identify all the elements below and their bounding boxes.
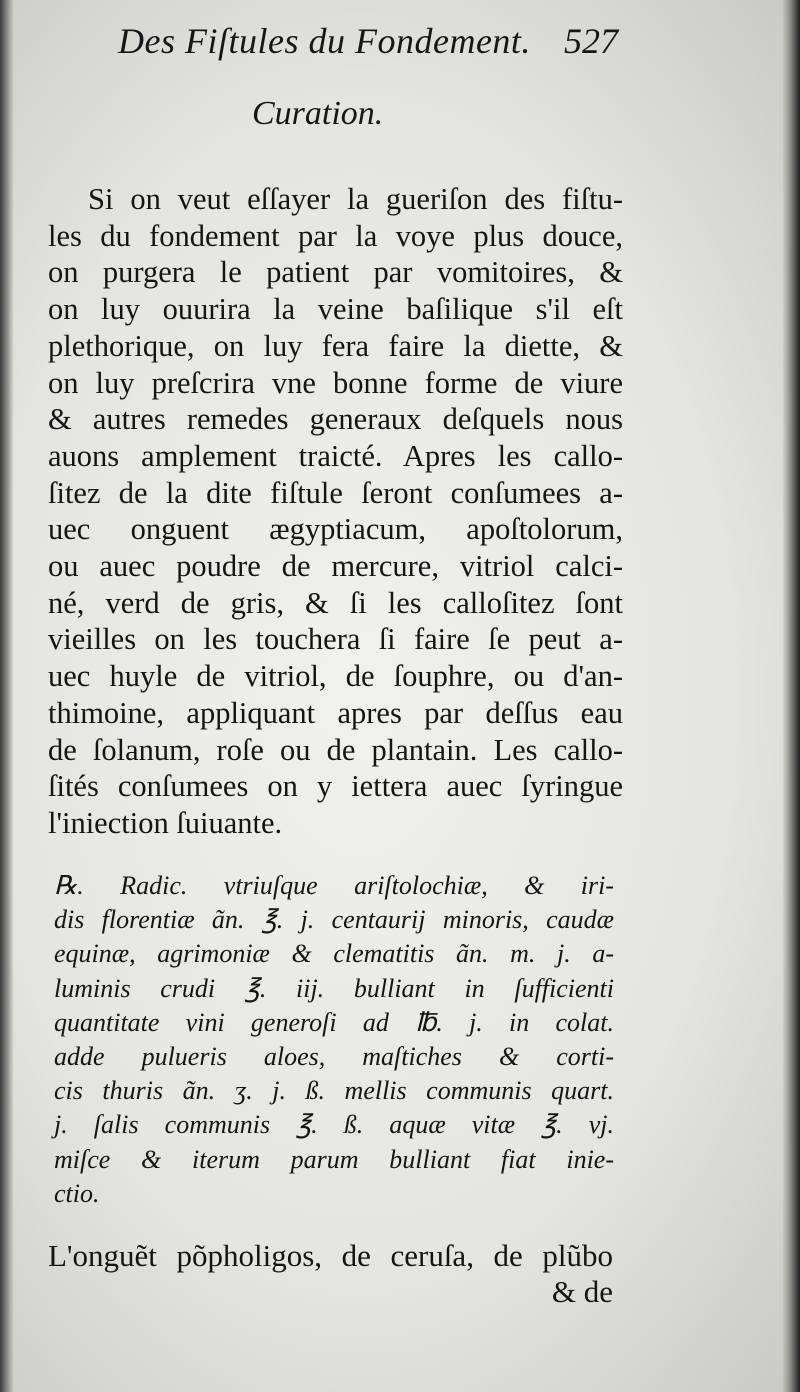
recipe-line: equinæ, agrimoniæ & clematitis ãn. m. j. a-: [54, 939, 614, 969]
paragraph-line: on purgera le patient par vomitoires, &: [48, 255, 623, 290]
paragraph-line: Si on veut eſſayer la gueriſon des fiſtu-: [88, 182, 623, 216]
paragraph-line: auons amplement traicté. Apres les callo-: [48, 438, 623, 473]
paragraph-line: on luy preſcrira vne bonne forme de viure: [48, 365, 623, 400]
section-title: Curation.: [252, 95, 384, 132]
page-number: 527: [564, 21, 618, 61]
paragraph-line: ou auec poudre de mercure, vitriol calci-: [48, 549, 623, 584]
recipe-line: ctio.: [54, 1178, 100, 1208]
paragraph-line: vieilles on les touchera ſi faire ſe peut a-: [48, 622, 623, 657]
recipe-line: quantitate vini generoſi ad ℔. j. in colat.: [54, 1007, 614, 1037]
paragraph-line: uec huyle de vitriol, de ſouphre, ou d'an-: [48, 659, 623, 694]
recipe-line: luminis crudi ℥. iij. bulliant in ſufficienti: [54, 973, 614, 1003]
recipe-line: ℞. Radic. vtriuſque ariſtolochiæ, & iri-: [54, 871, 614, 900]
closing-line: L'onguẽt põpholigos, de ceruſa, de plũbo: [48, 1238, 613, 1273]
recipe-line: miſce & iterum parum bulliant fiat inie-: [54, 1144, 614, 1174]
page-right-edge-shadow: [782, 0, 800, 1392]
paragraph-line: l'iniection ſuiuante.: [48, 805, 283, 840]
closing-catchword: & de: [551, 1274, 613, 1309]
paragraph-line: né, verd de gris, & ſi les calloſitez ſont: [48, 585, 623, 620]
recipe-line: cis thuris ãn. ʒ. j. ß. mellis communis quart.: [54, 1076, 614, 1106]
main-paragraph: [48, 181, 623, 842]
paragraph-line: thimoine, appliquant apres par deſſus eau: [48, 695, 623, 730]
paragraph-line: & autres remedes generaux deſquels nous: [48, 402, 623, 437]
paragraph-line: les du fondement par la voye plus douce,: [48, 218, 623, 253]
paragraph-line: ſitez de la dite fiſtule ſeront conſumees a-: [48, 475, 623, 510]
recipe-line: dis florentiæ ãn. ℥. j. centaurij minoris, caudæ: [54, 905, 614, 935]
paragraph-line: plethorique, on luy fera faire la diette, &: [48, 328, 623, 363]
recipe-prescription: [54, 869, 614, 1211]
paragraph-line: de ſolanum, roſe ou de plantain. Les callo-: [48, 732, 623, 767]
closing-paragraph: [48, 1238, 613, 1310]
recipe-line: adde pulueris aloes, maſtiches & corti-: [54, 1042, 614, 1072]
paragraph-line: on luy ouurira la veine baſilique s'il eſt: [48, 292, 623, 327]
recipe-line: j. ſalis communis ℥. ß. aquæ vitæ ℥. vj.: [54, 1110, 614, 1140]
paragraph-line: ſités conſumees on y iettera auec ſyringue: [48, 769, 623, 804]
page-left-edge-shadow: [0, 0, 14, 1392]
paragraph-line: uec onguent ægyptiacum, apoſtolorum,: [48, 512, 623, 547]
running-header: [118, 20, 618, 68]
running-title: Des Fiſtules du Fondement.: [118, 21, 531, 61]
